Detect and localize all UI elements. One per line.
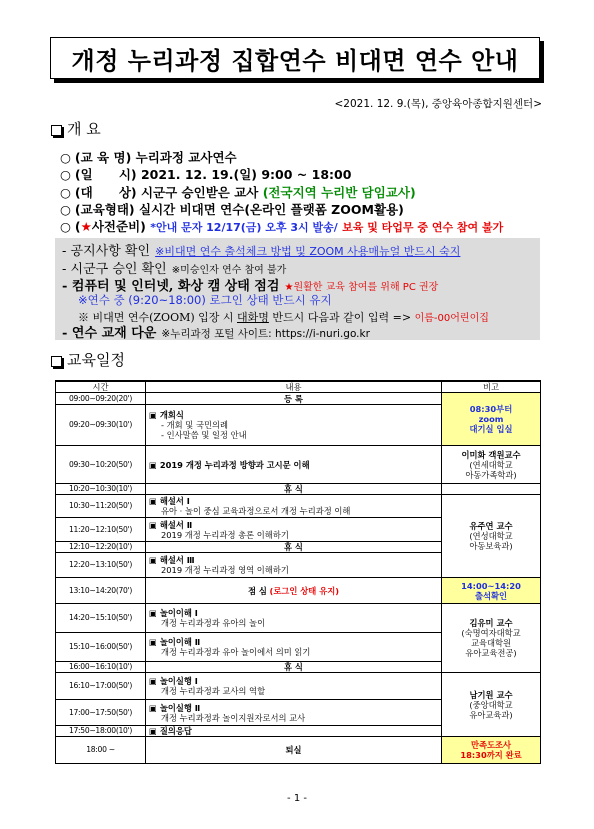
time-cell: 09:30~10:20(50') bbox=[56, 446, 146, 484]
nickname-text: ※ 비대면 연수(ZOOM) 입장 시 bbox=[78, 311, 238, 324]
bullet-circle: ○ bbox=[60, 150, 71, 165]
session-detail: 개정 누리과정과 유아의 놀이 bbox=[161, 618, 266, 628]
note-line: (연세대학교 bbox=[469, 459, 513, 470]
section-heading-overview bbox=[50, 120, 250, 138]
session-title-text: 개회식 bbox=[159, 410, 184, 420]
note-cell bbox=[442, 495, 541, 578]
schedule-row bbox=[56, 495, 541, 518]
checklist-label: - 연수 교재 다운 bbox=[62, 326, 157, 341]
checklist-label: - 컴퓨터 및 인터넷, 화상 캠 상태 점검 bbox=[62, 279, 280, 294]
nickname-format: 이름-00어린이집 bbox=[414, 313, 489, 324]
schedule-row bbox=[56, 737, 541, 764]
column-header-time: 시간 bbox=[56, 381, 146, 393]
content-cell bbox=[146, 553, 442, 578]
section-title-overview: 개 요 bbox=[67, 120, 101, 138]
note-line: 교육대학원 bbox=[470, 638, 512, 648]
note-cell bbox=[442, 737, 541, 764]
session-title-text: 놀이이해 Ⅰ bbox=[159, 608, 198, 618]
note-cell bbox=[442, 484, 541, 495]
bullet-circle: ○ bbox=[60, 184, 71, 200]
schedule-table bbox=[55, 380, 541, 764]
session-detail: 유아 · 놀이 중심 교육과정으로서 개정 누리과정 이해 bbox=[161, 506, 351, 516]
note-line: (연성대학교 bbox=[469, 531, 513, 541]
time-cell: 17:50~18:00(10') bbox=[56, 726, 146, 737]
bullet-circle: ○ bbox=[60, 167, 71, 183]
schedule-row bbox=[56, 578, 541, 604]
login-note: ※연수 중 (9:20~18:00) 로그인 상태 반드시 유지 bbox=[78, 293, 332, 307]
time-cell: 12:20~13:10(50') bbox=[56, 553, 146, 578]
note-cell bbox=[442, 578, 541, 604]
time-cell: 10:30~11:20(50') bbox=[56, 495, 146, 518]
session-detail: - 인사말씀 및 일정 안내 bbox=[161, 430, 247, 440]
note-primary: 14:00~14:20 bbox=[461, 580, 521, 591]
content-cell bbox=[146, 518, 442, 542]
time-cell: 16:00~16:10(10') bbox=[56, 662, 146, 673]
item-value: 시군구 승인받은 교사 bbox=[140, 184, 259, 200]
time-cell: 15:10~16:00(50') bbox=[56, 633, 146, 662]
note-line: 유아교육전공) bbox=[465, 648, 517, 658]
overview-item-format bbox=[60, 201, 550, 218]
session-label: 등 록 bbox=[284, 393, 303, 404]
checklist-label: - 시군구 승인 확인 bbox=[62, 262, 167, 277]
item-value: 누리과정 교사연수 bbox=[135, 150, 237, 165]
column-header-content: 내용 bbox=[146, 381, 442, 393]
item-extra: (전국지역 누리반 담임교사) bbox=[262, 184, 416, 200]
time-cell: 14:20~15:10(50') bbox=[56, 604, 146, 633]
item-marker-icon: ▣ bbox=[149, 555, 157, 565]
session-detail: 개정 누리과정과 교사의 역할 bbox=[161, 686, 266, 696]
session-title bbox=[149, 676, 438, 686]
note-line: 18:30까지 완료 bbox=[460, 750, 522, 760]
session-label: 휴 식 bbox=[284, 662, 303, 672]
checklist-materials bbox=[62, 325, 370, 341]
overview-item-datetime bbox=[60, 166, 550, 183]
shadowed-square-icon bbox=[51, 125, 62, 136]
item-label: (교육형태) bbox=[74, 201, 135, 217]
time-cell: 10:20~10:30(10') bbox=[56, 484, 146, 495]
session-title bbox=[149, 460, 438, 470]
session-detail: 2019 개정 누리과정 총론 이해하기 bbox=[161, 529, 289, 540]
content-cell bbox=[146, 484, 442, 495]
schedule-header-row bbox=[56, 381, 541, 393]
note-primary: 이미화 객원교수 bbox=[461, 449, 521, 460]
session-title-text: 2019 개정 누리과정 방향과 고시문 이해 bbox=[159, 459, 310, 470]
schedule-row bbox=[56, 604, 541, 633]
nickname-keyword: 대화명 bbox=[237, 311, 269, 324]
content-cell bbox=[146, 405, 442, 446]
content-cell bbox=[146, 393, 442, 405]
session-title-text: 놀이실행 Ⅱ bbox=[159, 702, 201, 713]
time-cell: 18:00 ~ bbox=[56, 737, 146, 764]
item-value: 2021. 12. 19.(일) 9:00 ~ 18:00 bbox=[140, 167, 352, 183]
time-cell: 17:00~17:50(50') bbox=[56, 700, 146, 726]
time-cell: 16:10~17:00(50') bbox=[56, 673, 146, 700]
session-label: 휴 식 bbox=[284, 484, 303, 494]
content-cell bbox=[146, 446, 442, 484]
time-cell: 12:10~12:20(10') bbox=[56, 542, 146, 553]
section-heading-schedule bbox=[50, 351, 250, 369]
item-marker-icon: ▣ bbox=[149, 702, 157, 713]
content-cell bbox=[146, 604, 442, 633]
column-header-note: 비고 bbox=[442, 381, 541, 393]
item-label: (교 육 명) bbox=[74, 150, 132, 165]
overview-item-preparation bbox=[60, 218, 550, 235]
session-detail: 개정 누리과정과 유아 놀이에서 의미 읽기 bbox=[161, 647, 311, 657]
item-marker-icon: ▣ bbox=[149, 676, 157, 686]
checklist-note: ※미승인자 연수 참여 불가 bbox=[171, 265, 287, 276]
session-title bbox=[149, 555, 438, 565]
schedule-body bbox=[56, 393, 541, 764]
content-cell bbox=[146, 726, 442, 737]
bullet-circle: ○ bbox=[60, 219, 71, 235]
content-cell bbox=[146, 495, 442, 518]
checklist-notice bbox=[62, 243, 460, 259]
schedule-row bbox=[56, 484, 541, 495]
document-title: 개정 누리과정 집합연수 비대면 연수 안내 bbox=[71, 46, 519, 75]
title-box bbox=[50, 37, 540, 79]
session-title-text: 해설서 Ⅰ bbox=[159, 496, 190, 506]
schedule-row bbox=[56, 673, 541, 700]
star-icon: ★ bbox=[80, 219, 92, 235]
time-cell: 09:20~09:30(10') bbox=[56, 405, 146, 446]
session-detail: 개정 누리과정과 놀이지원자로서의 교사 bbox=[161, 712, 306, 723]
content-cell bbox=[146, 737, 442, 764]
time-cell: 11:20~12:10(50') bbox=[56, 518, 146, 542]
page-number: - 1 - bbox=[287, 793, 307, 804]
session-detail: - 개회 및 국민의례 bbox=[161, 420, 229, 430]
note-line: 유아교육과) bbox=[469, 709, 513, 720]
nickname-text: 반드시 다음과 같이 입력 => bbox=[268, 311, 415, 324]
note-primary: 남기원 교수 bbox=[469, 689, 513, 700]
session-label: 휴 식 bbox=[284, 542, 303, 552]
session-title bbox=[149, 637, 438, 647]
item-marker-icon: ▣ bbox=[149, 726, 157, 736]
time-cell: 13:10~14:20(70') bbox=[56, 578, 146, 604]
session-title bbox=[149, 703, 438, 713]
note-line: 아동보육과) bbox=[469, 541, 513, 551]
overview-item-course-name bbox=[60, 149, 550, 166]
content-cell bbox=[146, 662, 442, 673]
note-cell bbox=[442, 673, 541, 737]
checklist-note: ※누리과정 포털 사이트: https://i-nuri.go.kr bbox=[161, 328, 370, 340]
note-cell bbox=[442, 446, 541, 484]
item-label: (대 상) bbox=[74, 184, 137, 200]
note-line: 아동가족학과) bbox=[465, 469, 517, 480]
content-cell bbox=[146, 542, 442, 553]
checklist-login-note bbox=[78, 292, 332, 307]
session-title bbox=[149, 726, 438, 736]
item-marker-icon: ▣ bbox=[149, 637, 157, 647]
item-label: (일 시) bbox=[74, 167, 137, 183]
section-title-schedule: 교육일정 bbox=[67, 351, 125, 369]
session-title bbox=[149, 520, 438, 530]
session-title bbox=[149, 608, 438, 618]
prep-notice: *안내 문자 12/17(금) 오후 3시 발송/ bbox=[150, 221, 338, 235]
content-cell bbox=[146, 673, 442, 700]
session-label: 점 심 bbox=[247, 585, 267, 596]
note-line: (숙명여자대학교 bbox=[461, 628, 521, 638]
session-title-text: 해설서 Ⅲ bbox=[159, 555, 195, 565]
note-line: (중앙대학교 bbox=[469, 699, 513, 710]
content-cell bbox=[146, 578, 442, 604]
session-detail: 2019 개정 누리과정 영역 이해하기 bbox=[161, 565, 289, 575]
shadowed-square-icon bbox=[51, 356, 62, 367]
time-cell: 09:00~09:20(20') bbox=[56, 393, 146, 405]
session-label: 퇴실 bbox=[285, 745, 302, 755]
content-cell bbox=[146, 633, 442, 662]
prep-label-open: ( bbox=[74, 219, 81, 235]
note-cell bbox=[442, 393, 541, 446]
item-marker-icon: ▣ bbox=[149, 410, 157, 420]
checklist-label: - 공지사항 확인 bbox=[62, 244, 151, 259]
overview-list bbox=[60, 149, 550, 235]
prep-label: 사전준비) bbox=[91, 219, 146, 235]
note-line: 대기실 입실 bbox=[469, 424, 513, 434]
checklist-note: ※비대면 연수 출석체크 방법 및 ZOOM 사용매뉴얼 반드시 숙지 bbox=[155, 245, 461, 258]
session-title bbox=[149, 410, 438, 420]
date-line: <2021. 12. 9.(목), 중앙육아종합지원센터> bbox=[334, 98, 542, 110]
note-line: zoom bbox=[478, 414, 504, 424]
item-marker-icon: ▣ bbox=[149, 459, 157, 470]
session-title-text: 놀이이해 Ⅱ bbox=[159, 637, 201, 647]
bullet-circle: ○ bbox=[60, 201, 71, 217]
item-marker-icon: ▣ bbox=[149, 496, 157, 506]
note-primary: 만족도조사 bbox=[470, 740, 512, 750]
prep-warning: 보육 및 타업무 중 연수 참여 불가 bbox=[342, 221, 504, 235]
item-value: 실시간 비대면 연수(온라인 플랫폼 ZOOM활용) bbox=[139, 201, 404, 217]
session-title bbox=[149, 496, 438, 506]
session-title-text: 놀이실행 Ⅰ bbox=[159, 676, 198, 686]
checklist-approval bbox=[62, 261, 286, 278]
schedule-row bbox=[56, 393, 541, 405]
item-marker-icon: ▣ bbox=[149, 608, 157, 618]
checklist-nickname-note bbox=[78, 309, 489, 326]
overview-item-target bbox=[60, 184, 550, 201]
session-label-note: (로그인 상태 유지) bbox=[269, 585, 340, 596]
note-primary: 08:30부터 bbox=[469, 404, 513, 414]
content-cell bbox=[146, 700, 442, 726]
note-line: 출석확인 bbox=[474, 590, 508, 601]
note-primary: 김유미 교수 bbox=[469, 618, 513, 628]
schedule-row bbox=[56, 446, 541, 484]
checklist-note: ★원활한 교육 참여를 위해 PC 권장 bbox=[284, 282, 439, 293]
checklist-panel bbox=[55, 238, 540, 340]
session-title-text: 질의응답 bbox=[159, 726, 192, 736]
item-marker-icon: ▣ bbox=[149, 519, 157, 530]
note-cell bbox=[442, 604, 541, 673]
session-title-text: 해설서 Ⅱ bbox=[159, 519, 193, 530]
note-primary: 유주연 교수 bbox=[469, 521, 513, 531]
